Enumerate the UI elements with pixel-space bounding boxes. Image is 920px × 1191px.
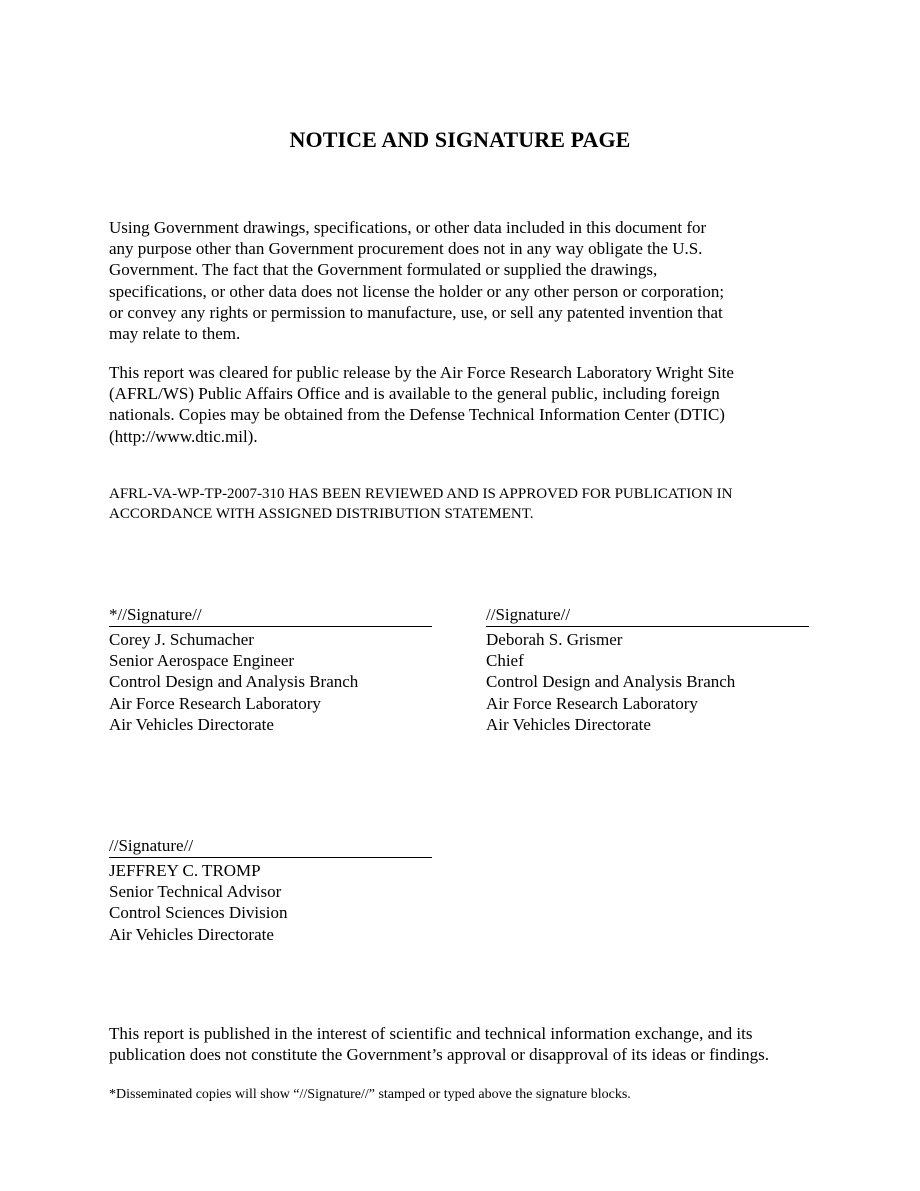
signer-division: Control Design and Analysis Branch — [486, 672, 736, 692]
signature-block-grismer — [486, 604, 809, 735]
signer-division: Control Sciences Division — [109, 903, 288, 923]
signer-directorate: Air Vehicles Directorate — [486, 714, 651, 734]
footnote: *Disseminated copies will show “//Signature//” stamped or typed above the signature blocks. — [109, 1087, 631, 1102]
closing-statement — [109, 1023, 829, 1065]
signature-block-tromp — [109, 835, 432, 945]
notice-paragraph-public-release — [109, 362, 789, 447]
signature-block-schumacher — [109, 604, 432, 735]
signature-line: *//Signature// — [109, 604, 432, 627]
text-line: may relate to them. — [109, 324, 241, 344]
signer-name: Corey J. Schumacher — [109, 630, 254, 649]
signer-title: Chief — [486, 651, 524, 671]
signer-organization: Air Force Research Laboratory — [109, 693, 321, 713]
text-line: any purpose other than Government procurement does not in any way obligate the U.S. — [109, 239, 703, 259]
text-line: nationals. Copies may be obtained from the Defense Technical Information Center (DTIC) — [109, 405, 725, 425]
text-line: (http://www.dtic.mil). — [109, 426, 258, 446]
page-title: NOTICE AND SIGNATURE PAGE — [289, 127, 631, 152]
signature-line: //Signature// — [486, 604, 809, 627]
text-line: This report is published in the interest of scientific and technical information exchange, and its — [109, 1024, 753, 1043]
text-line: This report was cleared for public release by the Air Force Research Laboratory Wright Site — [109, 363, 734, 382]
text-line: Using Government drawings, specifications, or other data included in this document for — [109, 218, 707, 237]
signer-title: Senior Technical Advisor — [109, 882, 282, 902]
text-line: ACCORDANCE WITH ASSIGNED DISTRIBUTION STATEMENT. — [109, 505, 534, 522]
signer-directorate: Air Vehicles Directorate — [109, 714, 274, 734]
signer-name: JEFFREY C. TROMP — [109, 861, 261, 880]
text-line: AFRL-VA-WP-TP-2007-310 HAS BEEN REVIEWED AND IS APPROVED FOR PUBLICATION IN — [109, 486, 733, 502]
text-line: publication does not constitute the Government’s approval or disapproval of its ideas or findings. — [109, 1045, 770, 1065]
signature-line: //Signature// — [109, 835, 432, 858]
signer-directorate: Air Vehicles Directorate — [109, 924, 274, 944]
text-line: (AFRL/WS) Public Affairs Office and is available to the general public, including foreign — [109, 384, 720, 404]
signer-name: Deborah S. Grismer — [486, 630, 623, 649]
signer-division: Control Design and Analysis Branch — [109, 672, 359, 692]
text-line: specifications, or other data does not license the holder or any other person or corporation; — [109, 281, 725, 301]
text-line: Government. The fact that the Government formulated or supplied the drawings, — [109, 260, 658, 280]
notice-paragraph-government-data — [109, 217, 789, 344]
approval-statement — [109, 485, 819, 524]
text-line: or convey any rights or permission to manufacture, use, or sell any patented invention that — [109, 302, 723, 322]
signer-title: Senior Aerospace Engineer — [109, 651, 295, 671]
signer-organization: Air Force Research Laboratory — [486, 693, 698, 713]
